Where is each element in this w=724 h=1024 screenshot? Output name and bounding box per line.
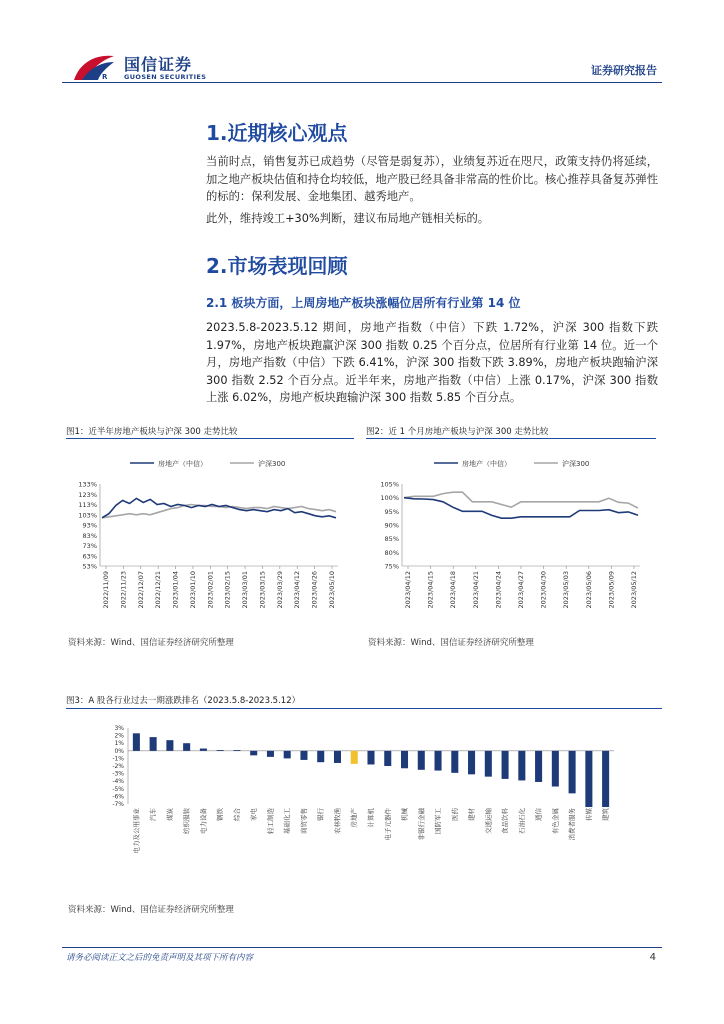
x-tick-label: 2023/02/01 xyxy=(206,571,215,609)
y-tick-label: 103% xyxy=(78,511,97,520)
bar xyxy=(133,733,140,750)
footer-divider xyxy=(62,947,662,948)
x-tick-label: 2022/12/21 xyxy=(154,571,163,609)
x-tick-label: 2022/12/07 xyxy=(136,571,145,609)
fig1-caption: 图1：近半年房地产板块与沪深 300 走势比较 xyxy=(66,427,238,437)
x-tick-label: 银行 xyxy=(316,808,325,821)
x-tick-label: 2023/04/24 xyxy=(494,571,503,609)
bar xyxy=(435,751,442,771)
guosen-logo-icon xyxy=(72,52,116,82)
y-tick-label: 73% xyxy=(82,542,97,550)
x-tick-label: 基础化工 xyxy=(283,808,292,834)
bar xyxy=(200,749,207,751)
y-tick-label: -4% xyxy=(112,778,124,786)
x-tick-label: 2023/01/04 xyxy=(171,571,180,609)
fig1-source: 资料来源：Wind、国信证券经济研究所整理 xyxy=(68,638,234,648)
fig2-chart xyxy=(366,442,656,622)
x-tick-label: 纺织服装 xyxy=(182,808,191,834)
legend-label: 房地产（中信） xyxy=(158,460,207,468)
x-tick-label: 消费者服务 xyxy=(568,808,577,841)
section2-paragraph: 2023.5.8-2023.5.12 期间，房地产指数（中信）下跌 1.72%，沪深 300 指数下跌 1.97%，房地产板块跑赢沪深 300 指数 0.25 个百分点，位居所有行业第 14 位。近一个月，房地产指数（中信）下跌 6.41%，沪深 300 指数下跌 3.89%，房地产板块跑输沪深 300 指数 2.52 个百分点。近半年来，房地产指数（中信）上涨 0.17%，沪深 300 指数上涨 6.02%，房地产板块跑输沪深 300 指数 5.85 个百分点。 xyxy=(206,321,658,404)
bar xyxy=(351,751,358,764)
x-tick-label: 商贸零售 xyxy=(299,808,308,834)
x-tick-label: 2023/02/15 xyxy=(223,571,232,609)
fig2-divider xyxy=(366,438,656,439)
fig3-source: 资料来源：Wind、国信证券经济研究所整理 xyxy=(68,905,234,915)
x-tick-label: 2023/03/01 xyxy=(241,571,250,609)
x-tick-label: 机械 xyxy=(400,808,409,821)
fig3-divider xyxy=(66,708,662,709)
y-tick-label: 3% xyxy=(114,725,124,732)
x-tick-label: 轻工制造 xyxy=(266,808,275,834)
x-tick-label: 有色金属 xyxy=(551,808,560,834)
bar xyxy=(217,750,224,751)
y-tick-label: 133% xyxy=(78,480,97,489)
x-tick-label: 家电 xyxy=(249,808,258,821)
legend-label: 房地产（中信） xyxy=(462,460,511,468)
y-tick-label: 80% xyxy=(384,548,399,557)
fig1-chart xyxy=(66,442,354,622)
brand-name: 国信证券 xyxy=(124,55,193,74)
bar xyxy=(233,750,240,751)
fig2-source: 资料来源：Wind、国信证券经济研究所整理 xyxy=(368,638,534,648)
x-tick-label: 2022/11/23 xyxy=(119,571,128,609)
y-tick-label: -1% xyxy=(112,755,124,763)
bar xyxy=(585,751,592,807)
bar xyxy=(183,743,190,751)
y-tick-label: 113% xyxy=(78,501,97,509)
x-tick-label: 电力及公用事业 xyxy=(132,808,141,854)
x-tick-label: 2023/04/15 xyxy=(426,571,435,609)
y-tick-label: 105% xyxy=(380,480,399,489)
bar xyxy=(166,740,173,751)
x-tick-label: 2023/04/21 xyxy=(471,571,480,609)
x-tick-label: 建筑 xyxy=(601,808,610,821)
x-tick-label: 2023/03/15 xyxy=(258,571,267,609)
bar xyxy=(401,751,408,768)
bar xyxy=(569,751,576,794)
bar xyxy=(300,751,307,760)
header-divider xyxy=(62,82,662,83)
section1-title: 1.近期核心观点 xyxy=(206,121,348,145)
y-tick-label: 63% xyxy=(82,552,97,561)
report-type: 证券研究报告 xyxy=(591,64,657,77)
bar xyxy=(535,751,542,782)
x-tick-label: 2022/11/09 xyxy=(102,571,110,609)
x-tick-label: 建材 xyxy=(467,808,476,821)
brand-name-en: GUOSEN SECURITIES xyxy=(124,73,207,81)
x-tick-label: 2023/05/09 xyxy=(607,571,616,609)
x-tick-label: 2023/01/10 xyxy=(188,571,197,609)
y-tick-label: 53% xyxy=(82,562,97,571)
bar xyxy=(150,737,157,751)
x-tick-label: 2023/05/10 xyxy=(328,571,336,609)
bar xyxy=(334,751,341,763)
x-tick-label: 2023/03/29 xyxy=(275,571,284,609)
y-tick-label: 75% xyxy=(384,562,399,571)
bar xyxy=(317,751,324,762)
x-tick-label: 非银行金融 xyxy=(417,808,426,841)
footer-disclaimer: 请务必阅读正文之后的免责声明及其项下所有内容 xyxy=(66,953,254,963)
y-tick-label: 123% xyxy=(78,490,97,499)
svg-text:R: R xyxy=(102,73,108,81)
y-tick-label: -2% xyxy=(112,763,124,770)
y-tick-label: 95% xyxy=(384,507,399,516)
y-tick-label: -6% xyxy=(112,793,124,801)
bar xyxy=(485,751,492,777)
y-tick-label: 0% xyxy=(114,747,124,755)
bar xyxy=(267,751,274,757)
bar xyxy=(250,751,257,756)
y-tick-label: 83% xyxy=(82,531,97,540)
x-tick-label: 医药 xyxy=(450,808,459,821)
y-tick-label: 100% xyxy=(380,494,399,503)
bar xyxy=(602,751,609,807)
section2-subtitle: 2.1 板块方面，上周房地产板块涨幅位居所有行业第 14 位 xyxy=(206,296,521,310)
x-tick-label: 2023/04/26 xyxy=(310,571,319,609)
x-tick-label: 2023/05/06 xyxy=(584,571,593,609)
bar xyxy=(502,751,509,779)
legend-label: 沪深300 xyxy=(258,460,286,468)
fig3-caption: 图3：A 股各行业过去一期涨跌排名（2023.5.8-2023.5.12） xyxy=(66,696,301,706)
bar xyxy=(284,751,291,759)
y-tick-label: -5% xyxy=(112,785,124,793)
y-tick-label: 2% xyxy=(114,732,124,740)
fig3-chart xyxy=(66,712,662,887)
x-tick-label: 2023/04/12 xyxy=(404,571,412,609)
x-tick-label: 通信 xyxy=(534,808,543,821)
section1-paragraph2: 此外，维持竣工+30%判断，建议布局地产链相关标的。 xyxy=(206,212,490,225)
x-tick-label: 传媒 xyxy=(584,808,593,821)
x-tick-label: 2023/05/03 xyxy=(562,571,571,609)
bar xyxy=(367,751,374,765)
legend-label: 沪深300 xyxy=(562,460,590,468)
x-tick-label: 电子元器件 xyxy=(383,808,392,841)
x-tick-label: 钢铁 xyxy=(216,808,225,821)
bar xyxy=(451,751,458,773)
y-tick-label: -7% xyxy=(112,801,124,808)
y-tick-label: 93% xyxy=(82,521,97,530)
y-tick-label: -3% xyxy=(112,770,124,778)
bar xyxy=(384,751,391,766)
x-tick-label: 2023/04/12 xyxy=(293,571,302,609)
x-tick-label: 电力设备 xyxy=(199,808,208,834)
y-tick-label: 85% xyxy=(384,535,399,544)
x-tick-label: 交通运输 xyxy=(484,808,493,834)
section1-paragraph: 当前时点，销售复苏已成趋势（尽管是弱复苏），业绩复苏近在咫尺，政策支持仍将延续，加之地产板块估值和持仓均较低，地产股已经具备非常高的性价比。核心推荐具备复苏弹性的标的：保利发展、金地集团、越秀地产。 xyxy=(206,155,658,203)
bar xyxy=(518,751,525,781)
x-tick-label: 食品饮料 xyxy=(501,808,510,834)
x-tick-label: 计算机 xyxy=(367,808,375,828)
fig1-divider xyxy=(66,438,354,439)
y-tick-label: 90% xyxy=(384,521,399,530)
x-tick-label: 汽车 xyxy=(149,808,158,821)
x-tick-label: 煤炭 xyxy=(165,808,174,821)
bar xyxy=(552,751,559,787)
x-tick-label: 农林牧渔 xyxy=(333,808,342,834)
page-number: 4 xyxy=(649,952,656,963)
fig2-caption: 图2：近 1 个月房地产板块与沪深 300 走势比较 xyxy=(366,427,549,437)
x-tick-label: 2023/04/27 xyxy=(517,571,525,609)
y-tick-label: 1% xyxy=(114,740,124,748)
section2-title: 2.市场表现回顾 xyxy=(206,254,348,278)
bar xyxy=(418,751,425,770)
x-tick-label: 综合 xyxy=(232,808,241,821)
x-tick-label: 国防军工 xyxy=(434,808,443,834)
bar xyxy=(468,751,475,775)
x-tick-label: 石油石化 xyxy=(517,808,526,834)
x-tick-label: 房地产 xyxy=(350,808,359,828)
x-tick-label: 2023/05/12 xyxy=(630,571,638,609)
x-tick-label: 2023/04/18 xyxy=(449,571,458,609)
x-tick-label: 2023/04/30 xyxy=(539,571,548,609)
